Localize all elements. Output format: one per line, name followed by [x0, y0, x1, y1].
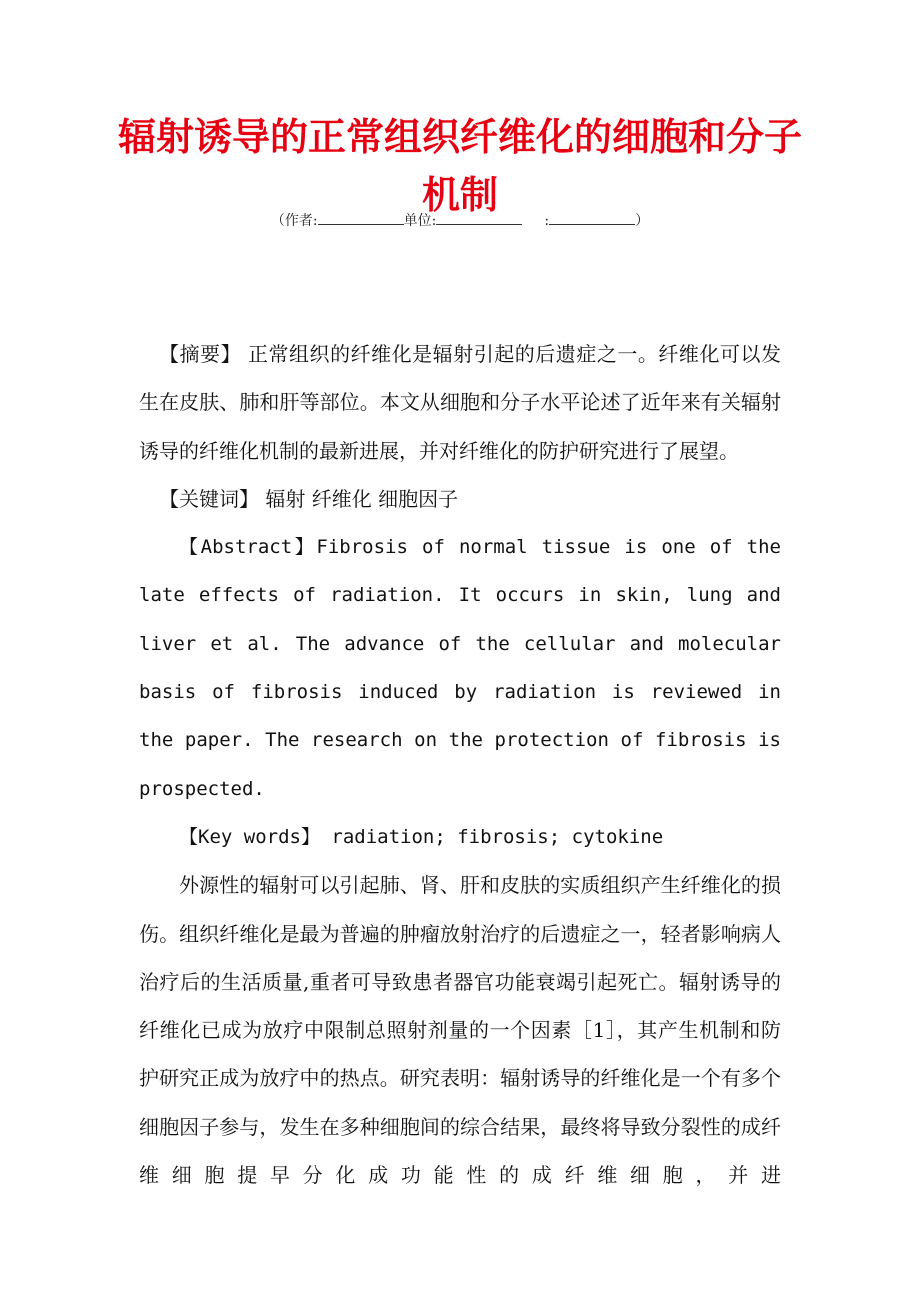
abstract-cn-text: 正常组织的纤维化是辐射引起的后遗症之一。纤维化可以发生在皮肤、肺和肝等部位。本文从细胞和分子水平论述了近年来有关辐射诱导的纤维化机制的最新进展，并对纤维化的防护研究进行了展望。 — [139, 342, 782, 463]
byline-unit-label: 单位: — [403, 213, 437, 229]
abstract-en-text: Fibrosis of normal tissue is one of the late effects of radiation. It occurs in skin, lung and liver et al. The advance of the cellular and molecular basis of fibrosis induced by radiation is reviewed in the paper. The research on the protection of fibrosis is prospected. — [139, 536, 781, 800]
document-body — [139, 330, 781, 1199]
abstract-en — [139, 523, 781, 813]
page-title: 辐射诱导的正常组织纤维化的细胞和分子机制 — [117, 114, 802, 217]
keywords-cn — [139, 475, 781, 523]
byline-colon: : — [544, 213, 550, 229]
keywords-en — [139, 813, 781, 861]
keywords-en-text: radiation; fibrosis; cytokine — [331, 825, 664, 848]
body-paragraph: 外源性的辐射可以引起肺、肾、肝和皮肤的实质组织产生纤维化的损伤。组织纤维化是最为普遍的肿瘤放射治疗的后遗症之一，轻者影响病人治疗后的生活质量,重者可导致患者器官功能衰竭引起死亡。辐射诱导的纤维化已成为放疗中限制总照射剂量的一个因素［1］，其产生机制和防护研究正成为放疗中的热点。研究表明：辐射诱导的纤维化是一个有多个细胞因子参与，发生在多种细胞间的综合结果，最终将导致分裂性的成纤维细胞提早分化成功能性的成纤维细胞，并进 — [139, 873, 781, 1188]
keywords-en-label: 【Key words】 — [179, 825, 320, 848]
keywords-cn-text: 辐射 纤维化 细胞因子 — [265, 486, 459, 511]
third-blank — [549, 210, 635, 225]
byline-close: ） — [635, 213, 650, 229]
author-blank — [318, 210, 404, 225]
abstract-cn-label: 【摘要】 — [159, 342, 242, 366]
keywords-cn-label: 【关键词】 — [159, 486, 259, 511]
abstract-en-label: 【Abstract】 — [179, 536, 317, 559]
byline-author-label: （作者: — [270, 213, 318, 229]
byline — [0, 210, 920, 231]
abstract-cn — [139, 330, 781, 475]
unit-blank — [436, 210, 522, 225]
